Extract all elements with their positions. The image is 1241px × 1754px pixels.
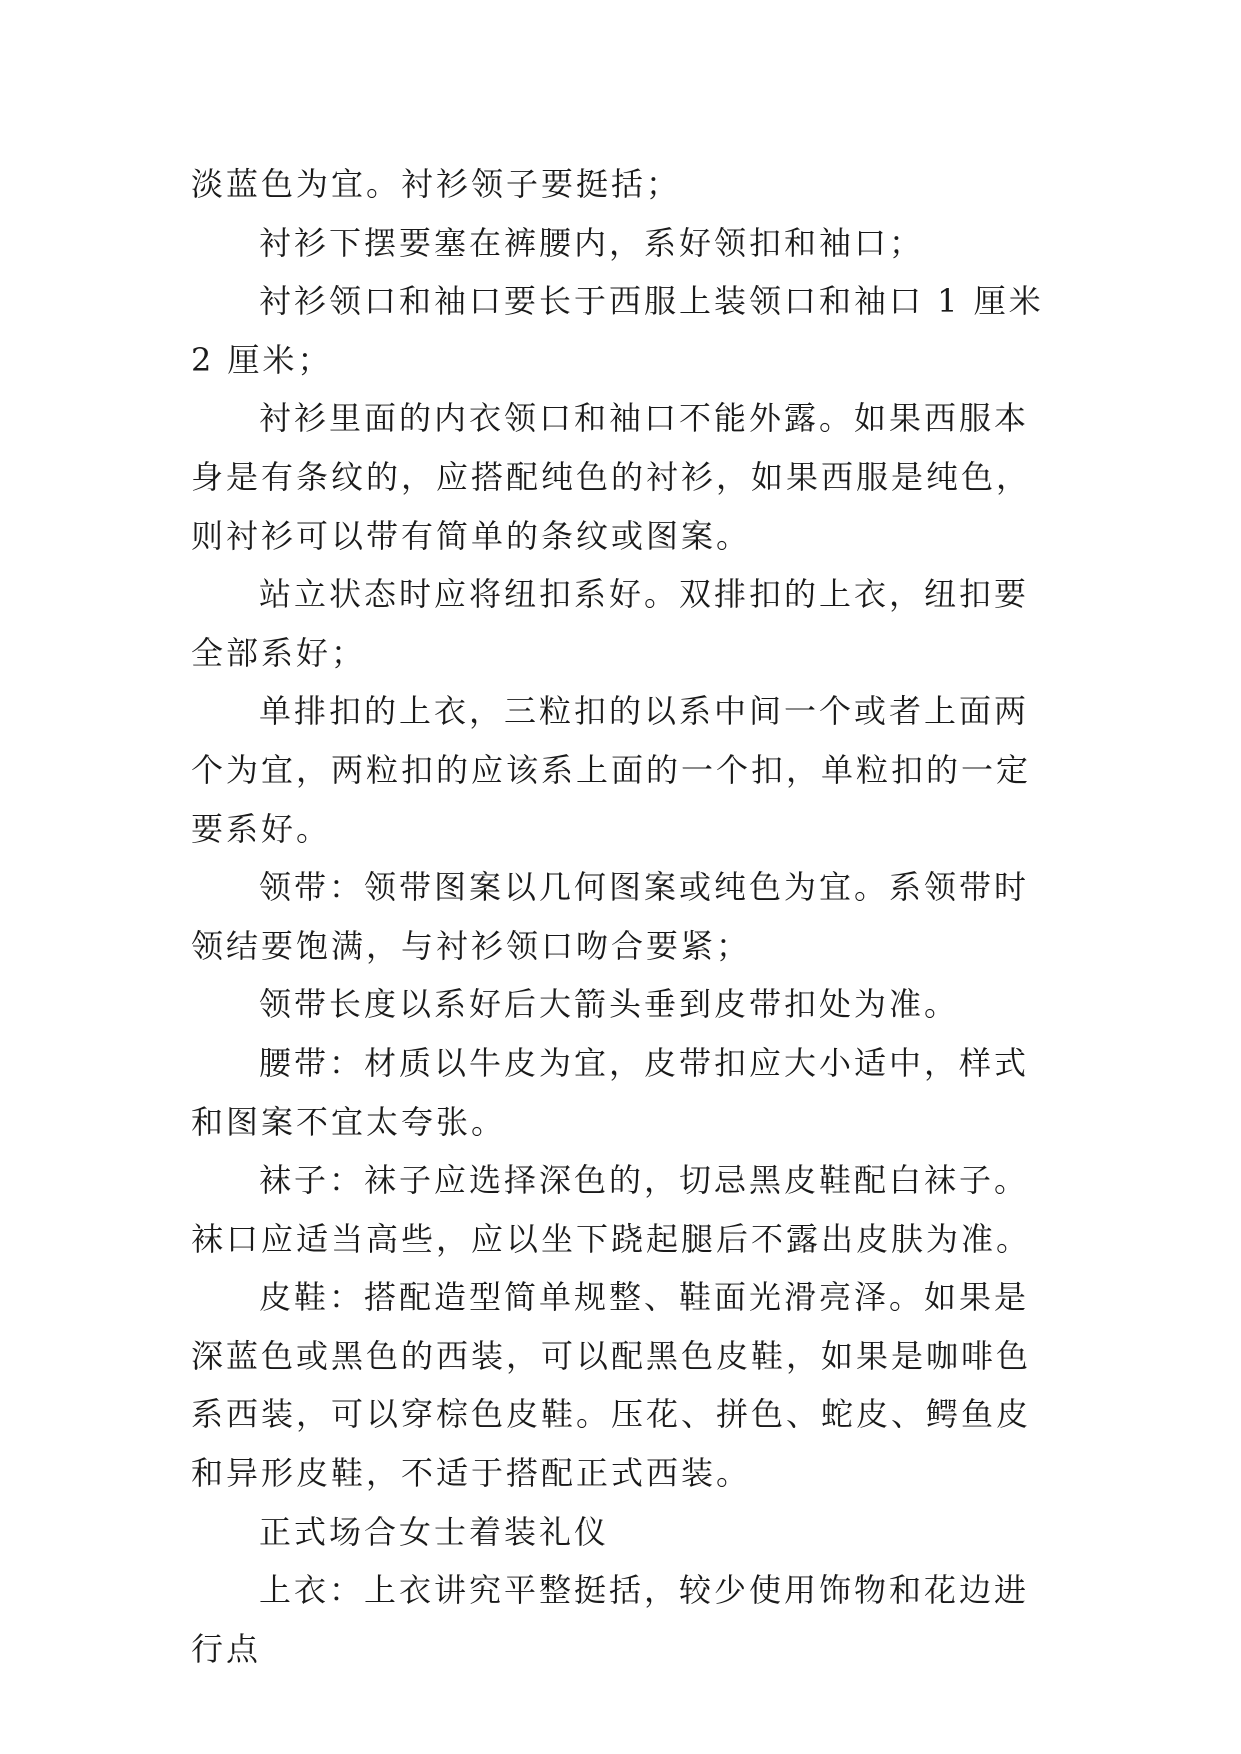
paragraph: 领带长度以系好后大箭头垂到皮带扣处为准。 xyxy=(259,985,960,1024)
paragraph: 上衣：上衣讲究平整挺括，较少使用饰物和花边进行点 xyxy=(191,1571,1030,1668)
section-heading: 正式场合女士着装礼仪 xyxy=(259,1512,610,1551)
paragraph: 衬衫里面的内衣领口和袖口不能外露。如果西服本身是有条纹的，应搭配纯色的衬衫，如果西服是纯色，则衬衫可以带有简单的条纹或图案。 xyxy=(191,399,1032,555)
paragraph: 淡蓝色为宜。衬衫领子要挺括； xyxy=(191,165,682,203)
paragraph: 皮鞋：搭配造型简单规整、鞋面光滑亮泽。如果是深蓝色或黑色的西装，可以配黑色皮鞋，如果是咖啡色系西装，可以穿棕色皮鞋。压花、拼色、蛇皮、鳄鱼皮和异形皮鞋，不适于搭配正式西装。 xyxy=(191,1278,1032,1493)
paragraph: 站立状态时应将纽扣系好。双排扣的上衣，纽扣要全部系好； xyxy=(191,575,1030,672)
paragraph: 衬衫领口和袖口要长于西服上装领口和袖口 1 厘米 2 厘米； xyxy=(191,282,1044,379)
body-text xyxy=(191,155,1061,1678)
paragraph: 袜子：袜子应选择深色的，切忌黑皮鞋配白袜子。袜口应适当高些，应以坐下跷起腿后不露出皮肤为准。 xyxy=(191,1161,1032,1258)
paragraph: 领带：领带图案以几何图案或纯色为宜。系领带时领结要饱满，与衬衫领口吻合要紧； xyxy=(191,868,1030,965)
paragraph: 衬衫下摆要塞在裤腰内，系好领扣和袖口； xyxy=(259,223,925,262)
paragraph: 腰带：材质以牛皮为宜，皮带扣应大小适中，样式和图案不宜太夸张。 xyxy=(191,1043,1030,1141)
paragraph: 单排扣的上衣，三粒扣的以系中间一个或者上面两个为宜，两粒扣的应该系上面的一个扣，单粒扣的一定要系好。 xyxy=(191,692,1032,848)
